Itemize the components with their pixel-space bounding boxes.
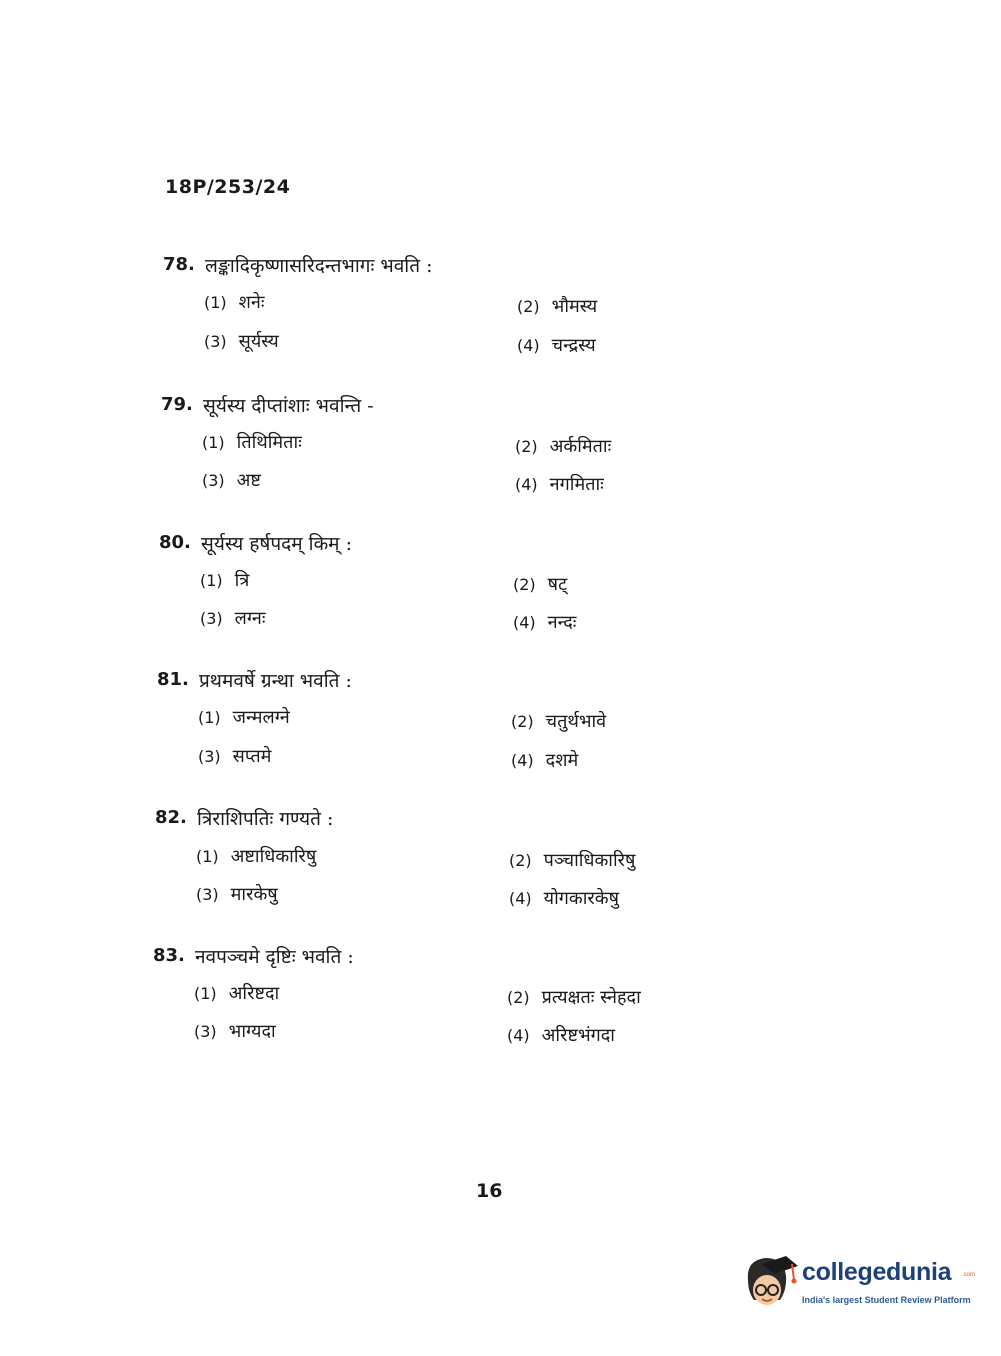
option-2: (2) षट् (513, 574, 568, 595)
brand-suffix: .com (962, 1272, 976, 1278)
option-3: (3) मारकेषु (196, 884, 278, 905)
question-78 (163, 250, 883, 364)
question-number: 83. (153, 945, 185, 966)
question-text: त्रिराशिपतिः गण्यते : (197, 808, 334, 830)
option-4: (4) नन्दः (513, 612, 577, 633)
option-4: (4) अरिष्टभंगदा (507, 1025, 615, 1046)
option-4: (4) चन्द्रस्य (517, 335, 596, 356)
question-80 (159, 528, 879, 642)
question-number: 80. (159, 532, 191, 553)
question-text: नवपञ्चमे दृष्टिः भवति : (195, 946, 354, 968)
option-1: (1) शनेः (204, 292, 265, 313)
mascot-icon (740, 1250, 800, 1316)
option-2: (2) भौमस्य (517, 296, 598, 317)
option-3: (3) भाग्यदा (194, 1021, 276, 1042)
question-82 (155, 803, 875, 917)
question-number: 79. (161, 394, 193, 415)
question-83 (153, 941, 873, 1055)
collegedunia-logo (740, 1250, 976, 1316)
question-text: सूर्यस्य हर्षपदम् किम् : (201, 533, 352, 555)
option-3: (3) अष्ट (202, 470, 261, 491)
question-number: 78. (163, 254, 195, 275)
option-1: (1) अरिष्टदा (194, 983, 280, 1004)
option-2: (2) अर्कमिताः (515, 436, 612, 457)
option-4: (4) योगकारकेषु (509, 888, 619, 909)
option-2: (2) पञ्चाधिकारिषु (509, 850, 636, 871)
question-text: लङ्कादिकृष्णासरिदन्तभागः भवति : (205, 255, 433, 277)
option-4: (4) नगमिताः (515, 474, 604, 495)
option-1: (1) जन्मलग्ने (198, 707, 290, 728)
question-number: 81. (157, 669, 189, 690)
question-text: सूर्यस्य दीप्तांशाः भवन्ति - (203, 395, 374, 417)
question-81 (157, 665, 877, 779)
option-3: (3) सूर्यस्य (204, 331, 279, 352)
option-1: (1) तिथिमिताः (202, 432, 302, 453)
brand-name: collegedunia (802, 1258, 952, 1286)
paper-code: 18P/253/24 (165, 176, 291, 198)
question-text: प्रथमवर्षे ग्रन्था भवति : (199, 670, 352, 692)
brand-tagline: India's largest Student Review Platform (802, 1295, 971, 1305)
option-2: (2) चतुर्थभावे (511, 711, 607, 732)
option-3: (3) सप्तमे (198, 746, 272, 767)
page-number: 16 (476, 1180, 503, 1202)
option-2: (2) प्रत्यक्षतः स्नेहदा (507, 987, 641, 1008)
option-4: (4) दशमे (511, 750, 579, 771)
question-number: 82. (155, 807, 187, 828)
option-3: (3) लग्नः (200, 608, 266, 629)
option-1: (1) त्रि (200, 570, 250, 591)
option-1: (1) अष्टाधिकारिषु (196, 846, 317, 867)
question-79 (161, 390, 881, 504)
